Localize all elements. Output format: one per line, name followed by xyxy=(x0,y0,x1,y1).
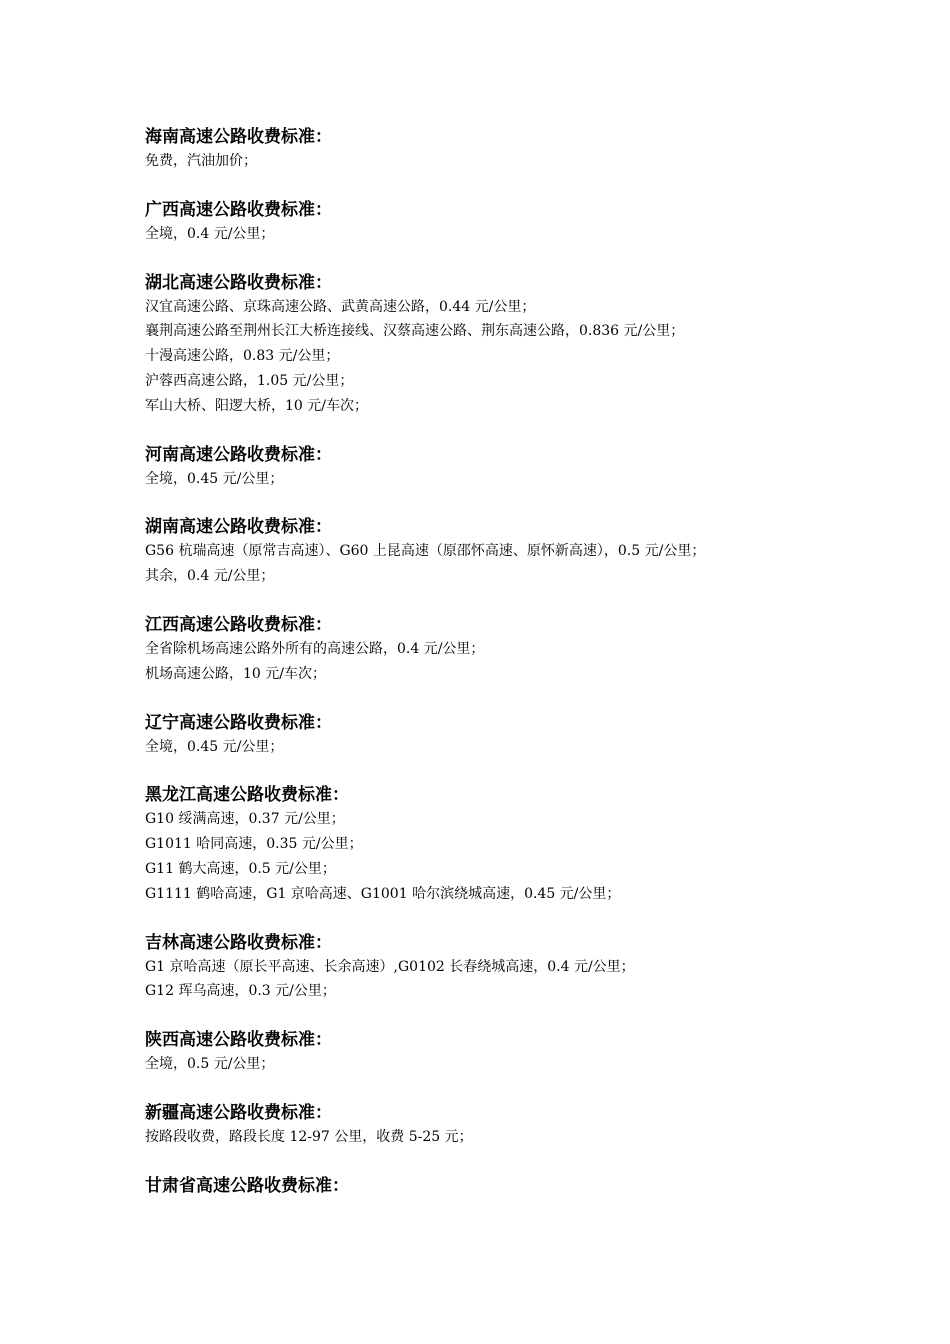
section-line: 全境，0.45 元/公里； xyxy=(145,470,284,487)
section-line: G1 京哈高速（原长平高速、长余高速）,G0102 长春绕城高速，0.4 元/公里； xyxy=(145,958,635,975)
section-heading: 河南高速公路收费标准： xyxy=(145,444,332,465)
section-heading: 湖北高速公路收费标准： xyxy=(145,272,332,293)
section-jiangxi xyxy=(145,614,905,687)
section-line: 沪蓉西高速公路，1.05 元/公里； xyxy=(145,372,354,389)
section-gansu xyxy=(145,1175,905,1198)
section-line: 按路段收费，路段长度 12-97 公里，收费 5-25 元； xyxy=(145,1128,473,1145)
section-heading: 江西高速公路收费标准： xyxy=(145,614,332,635)
section-line: 全境，0.5 元/公里； xyxy=(145,1056,275,1073)
section-line: 机场高速公路，10 元/车次； xyxy=(145,665,326,682)
section-line: G10 绥满高速，0.37 元/公里； xyxy=(145,811,345,828)
section-shaanxi xyxy=(145,1029,905,1077)
section-heading: 湖南高速公路收费标准： xyxy=(145,517,332,538)
section-line: 全境，0.4 元/公里； xyxy=(145,225,275,242)
section-line: 襄荆高速公路至荆州长江大桥连接线、汉蔡高速公路、荆东高速公路，0.836 元/公里； xyxy=(145,323,685,340)
section-line: 其余，0.4 元/公里； xyxy=(145,568,275,585)
section-heading: 陕西高速公路收费标准： xyxy=(145,1030,332,1051)
section-liaoning xyxy=(145,712,905,760)
section-line: G11 鹤大高速，0.5 元/公里； xyxy=(145,860,336,877)
section-line: 全境，0.45 元/公里； xyxy=(145,738,284,755)
section-line: G1011 哈同高速，0.35 元/公里； xyxy=(145,836,363,853)
section-line: G1111 鹤哈高速，G1 京哈高速、G1001 哈尔滨绕城高速，0.45 元/公里； xyxy=(145,885,621,902)
section-line: G12 珲乌高速，0.3 元/公里； xyxy=(145,983,336,1000)
section-hunan xyxy=(145,516,905,589)
section-line: 汉宜高速公路、京珠高速公路、武黄高速公路，0.44 元/公里； xyxy=(145,298,536,315)
section-guangxi xyxy=(145,199,905,247)
section-henan xyxy=(145,444,905,492)
section-jilin xyxy=(145,932,905,1005)
section-line: 十漫高速公路，0.83 元/公里； xyxy=(145,348,340,365)
section-line: 免费，汽油加价； xyxy=(145,153,257,169)
section-line: 军山大桥、阳逻大桥，10 元/车次； xyxy=(145,397,368,414)
section-heading: 广西高速公路收费标准： xyxy=(145,199,332,220)
section-heading: 辽宁高速公路收费标准： xyxy=(145,712,332,733)
section-heading: 海南高速公路收费标准： xyxy=(145,127,332,147)
section-heilongjiang xyxy=(145,784,905,906)
section-line: G56 杭瑞高速（原常吉高速）、G60 上昆高速（原邵怀高速、原怀新高速），0.5 元/公里； xyxy=(145,543,706,560)
section-hubei xyxy=(145,272,905,419)
section-line: 全省除机场高速公路外所有的高速公路，0.4 元/公里； xyxy=(145,640,485,657)
document-page xyxy=(145,126,905,1223)
section-heading: 甘肃省高速公路收费标准： xyxy=(145,1175,349,1196)
section-heading: 新疆高速公路收费标准： xyxy=(145,1102,332,1123)
section-hainan xyxy=(145,126,905,174)
section-heading: 吉林高速公路收费标准： xyxy=(145,932,332,953)
section-heading: 黑龙江高速公路收费标准： xyxy=(145,785,349,806)
section-xinjiang xyxy=(145,1102,905,1150)
